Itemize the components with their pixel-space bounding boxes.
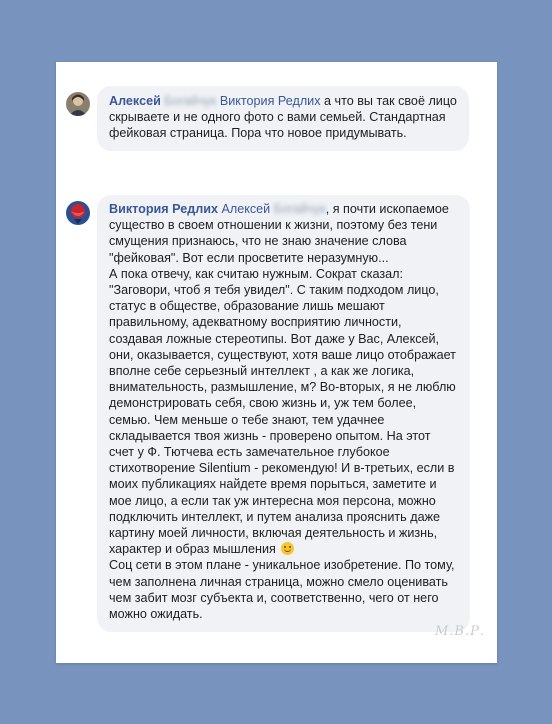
smile-emoji-icon bbox=[281, 542, 294, 555]
author-surname-blurred: Богайчук bbox=[164, 94, 217, 108]
comment-bubble bbox=[97, 195, 470, 632]
comment-text: а что вы так своё лицо скрываете и не одного фото с вами семьей. Стандартная фейковая страница. Пора что новое придумывать. bbox=[109, 94, 457, 141]
watermark: М.В.Р. bbox=[434, 624, 485, 639]
mention-link[interactable]: Алексей bbox=[221, 202, 271, 216]
avatar-alexey[interactable] bbox=[66, 92, 90, 116]
mention-surname-blurred: Богайчук bbox=[273, 202, 326, 216]
comment-bubble bbox=[97, 86, 469, 151]
comment-paragraph: Соц сети в этом плане - уникальное изобретение. По тому, чем заполнена личная страница, можно смело оценивать чем забит мозг субъекта и, соответственно, чего от него можно ожидать. bbox=[109, 558, 455, 622]
screenshot-card bbox=[56, 62, 497, 663]
comment-paragraph: А пока отвечу, как считаю нужным. Сократ сказал: "Заговори, чтоб я тебя увидел". С таким подходом лицо, статус в обществе, образование лишь мешают правильному, адекватному восприятию личности, создавая ложные стереотипы. Вот даже у Вас, Алексей, они, оказывается, существуют, хотя ваше лицо отображает вполне себе серьезный интеллект , а как же логика, внимательность, размышление, м? Во-вторых, я не люблю демонстрировать себя, свою жизнь и, уж тем более, семью. Чем меньше о тебе знают, тем удачнее складывается твоя жизнь - проверено опытом. На этот счет у Ф. Тютчева есть замечательное глубокое стихотворение Silentium - рекомендую! И в-третьих, если в моих публикациях найдете время порыться, заметите и мое лицо, а если так уж интересна моя персона, можно подключить интеллект, и путем анализа прояснить даже картину моей личности, включая деятельность и жизнь, характер и образ мышления bbox=[109, 266, 456, 557]
mention-link[interactable]: Виктория Редлих bbox=[219, 94, 321, 108]
author-name[interactable]: Алексей bbox=[109, 94, 161, 108]
avatar-photo-icon bbox=[66, 92, 90, 116]
avatar-victoria[interactable] bbox=[66, 201, 90, 225]
avatar-photo-icon bbox=[66, 201, 90, 225]
author-name[interactable]: Виктория Редлих bbox=[109, 202, 218, 216]
comment-intro: , я почти ископаемое существо в своем отношении к жизни, поэтому без тени смущения признаюсь, что не знаю значение слова "фейковая". Вот если просветите неразумную... bbox=[109, 202, 449, 265]
